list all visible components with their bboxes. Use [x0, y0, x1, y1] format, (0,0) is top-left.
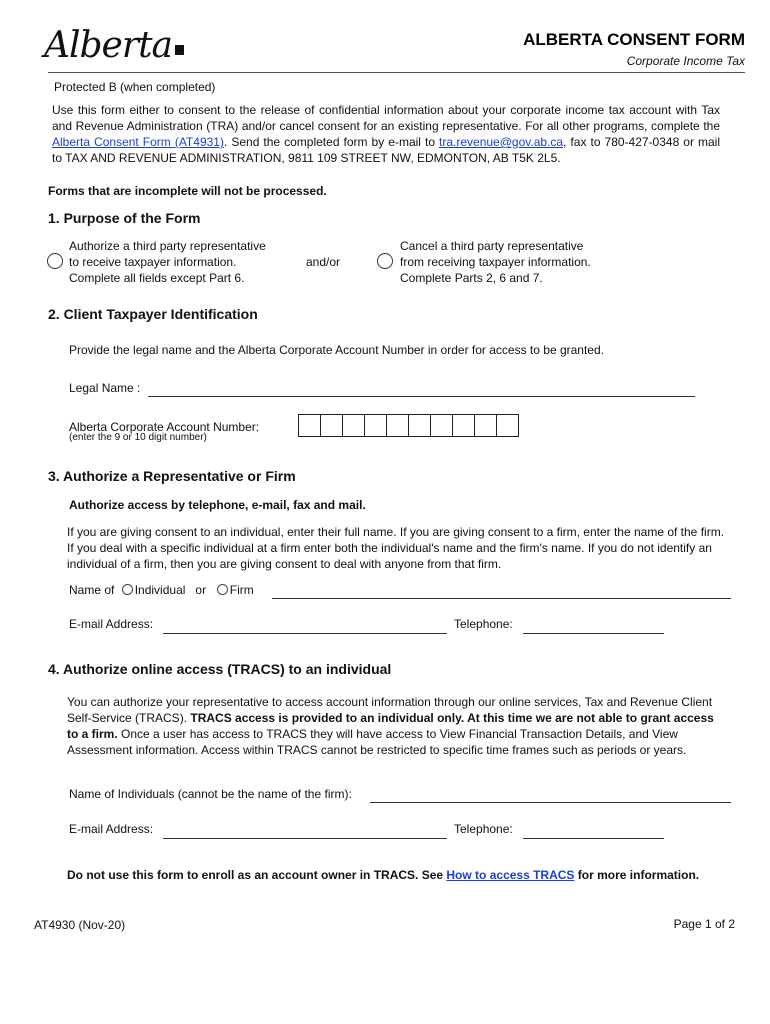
authorize-radio[interactable] [47, 253, 63, 269]
section4-title: 4. Authorize online access (TRACS) to an individual [48, 661, 392, 677]
account-digit-box[interactable] [386, 414, 409, 437]
account-digit-box[interactable] [452, 414, 475, 437]
intro-paragraph: Use this form either to consent to the release of confidential information about your corporate income tax account with Tax and Revenue Administration (TRA) and/or cancel consent for an existing representative. For all other programs, complete the Alberta Consent Form (AT4931). Send the completed form by e-mail to tra.revenue@gov.ab.ca, fax to 780-427-0348 or mail to TAX AND REVENUE ADMINISTRATION, 9811 109 STREET NW, EDMONTON, AB T5K 2L5. [52, 103, 720, 165]
section4-email-label: E-mail Address: [69, 822, 154, 836]
section3-email-label: E-mail Address: [69, 617, 154, 631]
section1-title: 1. Purpose of the Form [48, 210, 201, 226]
how-to-access-tracs-link[interactable]: How to access TRACS [446, 868, 575, 882]
logo-flag-icon [175, 45, 184, 55]
authorize-option-text: Authorize a third party representative to receive taxpayer information. Complete all fields except Part 6. [69, 239, 266, 285]
firm-label: Firm [229, 583, 254, 597]
individual-names-input[interactable] [370, 802, 731, 803]
section3-subtitle: Authorize access by telephone, e-mail, fax and mail. [69, 498, 366, 512]
firm-radio[interactable] [217, 584, 228, 595]
legal-name-label: Legal Name : [69, 381, 141, 395]
representative-name-input[interactable] [272, 598, 731, 599]
section4-email-input[interactable] [163, 838, 447, 839]
form-subtitle: Corporate Income Tax [626, 54, 745, 68]
header-divider [48, 72, 745, 73]
section3-text: If you are giving consent to an individual, enter their full name. If you are giving consent to a firm, enter the name of the firm. If you deal with a specific individual at a firm enter both the individual's name and the firm's name. If you do not identify an individual of a firm, then you are giving consent to deal with anyone from that firm. [67, 525, 725, 571]
section2-title: 2. Client Taxpayer Identification [48, 306, 258, 322]
name-of-row: Name of Individual or Firm [69, 583, 254, 597]
cancel-option-text: Cancel a third party representative from receiving taxpayer information. Complete Parts 2, 6 and 7. [400, 239, 591, 285]
account-digit-box[interactable] [364, 414, 387, 437]
individual-radio[interactable] [122, 584, 133, 595]
email-link[interactable]: tra.revenue@gov.ab.ca [439, 135, 564, 149]
account-number-label: Alberta Corporate Account Number: [69, 420, 260, 434]
account-digit-box[interactable] [408, 414, 431, 437]
account-digit-box[interactable] [298, 414, 321, 437]
section4-text: You can authorize your representative to access account information through our online services, Tax and Revenue Client Self-Service (TRACS). TRACS access is provided to an individual only. At this time we are not able to grant access to a firm. Once a user has access to TRACS they will have access to View Financial Transaction Details, and View Assessment information. Access within TRACS cannot be restricted to specific time frames such as periods or years. [67, 695, 714, 757]
individual-label: Individual [134, 583, 186, 597]
section2-instruction: Provide the legal name and the Alberta Corporate Account Number in order for access to be granted. [69, 343, 604, 357]
form-code: AT4930 (Nov-20) [34, 918, 126, 932]
account-digit-box[interactable] [474, 414, 497, 437]
account-digit-box[interactable] [430, 414, 453, 437]
page-number: Page 1 of 2 [673, 917, 735, 931]
cancel-radio[interactable] [377, 253, 393, 269]
account-digit-box[interactable] [320, 414, 343, 437]
alberta-logo: Alberta [44, 28, 184, 64]
account-number-hint: (enter the 9 or 10 digit number) [69, 432, 207, 443]
incomplete-notice: Forms that are incomplete will not be processed. [48, 184, 327, 198]
form-title: ALBERTA CONSENT FORM [523, 30, 745, 49]
section3-title: 3. Authorize a Representative or Firm [48, 468, 296, 484]
protected-label: Protected B (when completed) [54, 80, 216, 94]
account-digit-box[interactable] [496, 414, 519, 437]
tracs-notice: Do not use this form to enroll as an account owner in TRACS. See How to access TRACS for more information. [67, 868, 700, 882]
individual-names-label: Name of Individuals (cannot be the name of the firm): [69, 787, 352, 801]
section3-email-input[interactable] [163, 633, 447, 634]
and-or-label: and/or [306, 255, 341, 269]
section3-telephone-label: Telephone: [454, 617, 513, 631]
alberta-consent-form-link[interactable]: Alberta Consent Form (AT4931) [52, 135, 224, 149]
account-digit-box[interactable] [342, 414, 365, 437]
legal-name-input[interactable] [148, 396, 695, 397]
section4-telephone-input[interactable] [523, 838, 664, 839]
section3-telephone-input[interactable] [523, 633, 664, 634]
section4-telephone-label: Telephone: [454, 822, 513, 836]
account-number-boxes [298, 414, 518, 437]
